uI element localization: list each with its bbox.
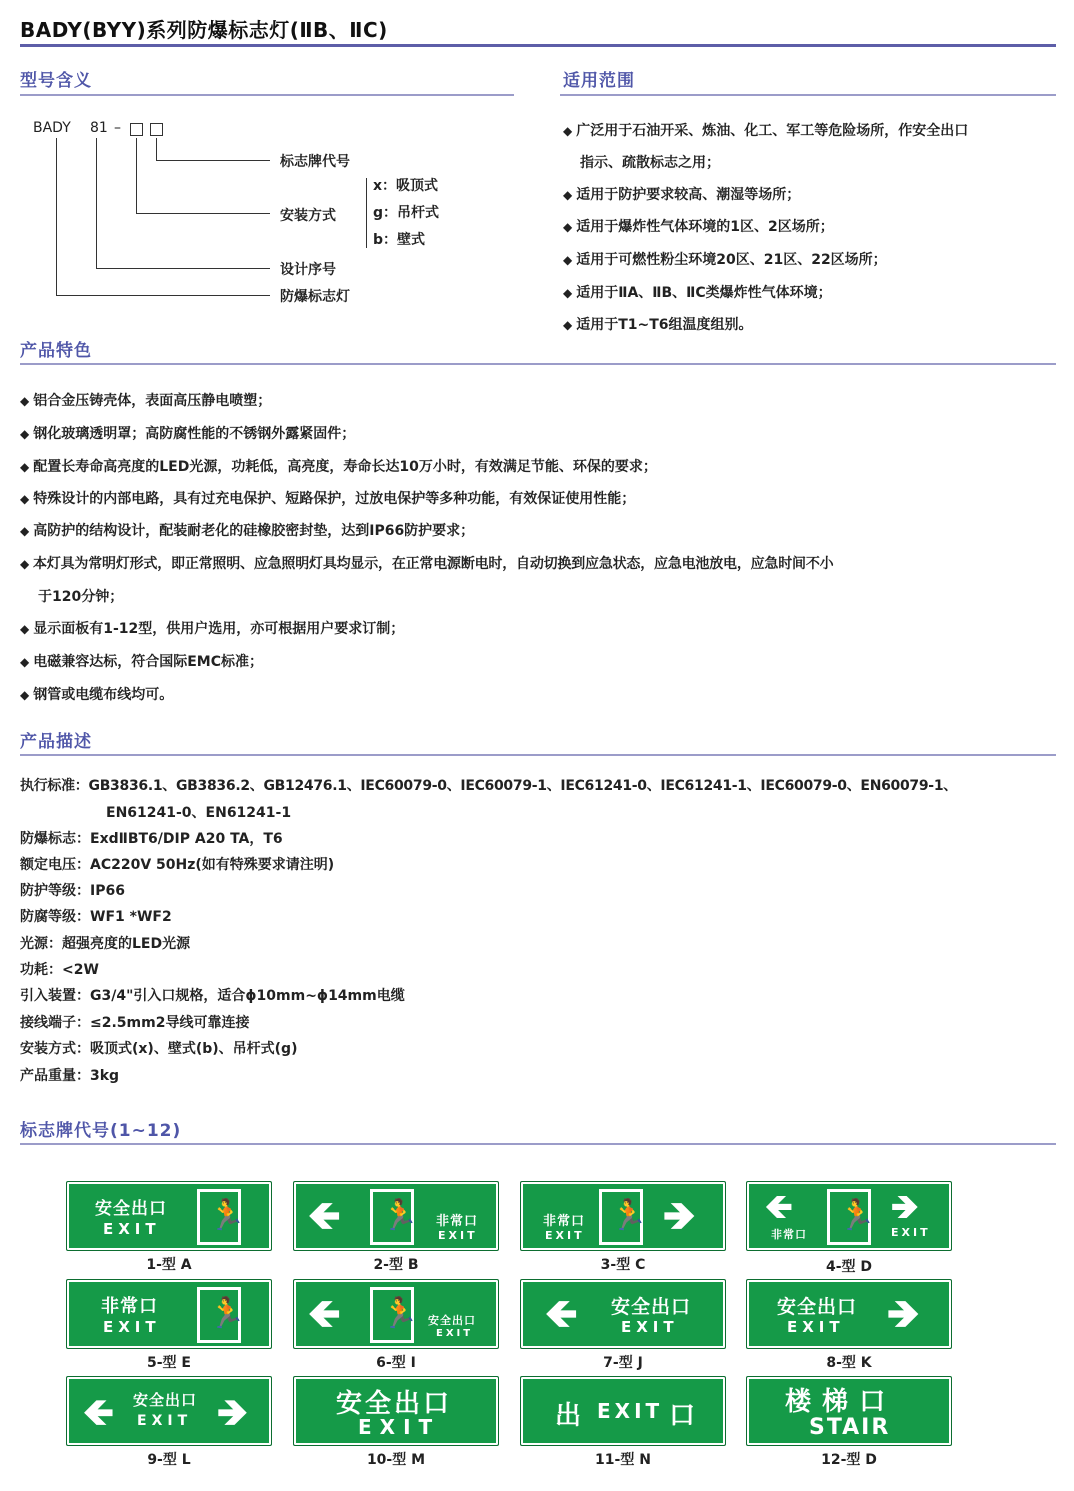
- sign-text-en: EXIT: [103, 1220, 161, 1238]
- sign-6: [293, 1279, 499, 1349]
- sign-text-en: EXIT: [103, 1318, 161, 1336]
- arrow-right-icon: 🡺: [217, 1390, 248, 1434]
- list-item: ◆ 配置长寿命高亮度的LED光源，功耗低，高亮度，寿命长达10万小时，有效满足节能、环保的要求；: [20, 456, 657, 476]
- code-dash: –: [114, 120, 121, 136]
- sign-text-cn: 出: [555, 1401, 583, 1431]
- connector-line: [56, 295, 270, 296]
- sign-text-en: EXIT: [597, 1399, 664, 1423]
- section-description-heading: 产品描述: [20, 732, 92, 752]
- arrow-right-icon: 🡺: [887, 1291, 920, 1337]
- connector-line: [156, 138, 157, 160]
- code-series: 81: [90, 120, 108, 136]
- install-option: g：吊杆式: [373, 205, 440, 221]
- sign-text-cn: 非常口: [101, 1296, 158, 1317]
- spec-row: 产品重量：3kg: [20, 1068, 120, 1084]
- arrow-left-icon: 🡸: [545, 1291, 578, 1337]
- spec-row: EN61241-0、EN61241-1: [106, 805, 292, 821]
- list-item: 于120分钟；: [38, 589, 124, 605]
- spec-row: 接线端子：≤2.5mm2导线可靠连接: [20, 1015, 250, 1031]
- list-item: ◆ 适用于可燃性粉尘环境20区、21区、22区场所；: [563, 249, 887, 269]
- sign-caption: 8-型 K: [826, 1355, 872, 1371]
- sign-text-en: EXIT: [438, 1229, 478, 1242]
- sign-caption: 7-型 J: [603, 1355, 643, 1371]
- connector-line: [56, 138, 57, 295]
- arrow-right-icon: 🡺: [663, 1193, 696, 1239]
- sign-7: [520, 1279, 726, 1349]
- arrow-left-icon: 🡸: [308, 1291, 341, 1337]
- list-item: ◆ 适用于ⅡA、ⅡB、ⅡC类爆炸性气体环境；: [563, 282, 832, 302]
- exit-door-icon: 🏃: [827, 1189, 871, 1245]
- spec-row: 光源：超强亮度的LED光源: [20, 936, 191, 952]
- section-description-rule: [20, 754, 1056, 756]
- section-signs-heading: 标志牌代号(1~12): [20, 1121, 182, 1141]
- sign-text-en: EXIT: [891, 1226, 931, 1239]
- sign-text-cn: 安全出口: [777, 1296, 858, 1318]
- section-scope-heading: 适用范围: [563, 71, 635, 91]
- section-features-heading: 产品特色: [20, 341, 92, 361]
- spec-row: 引入装置：G3/4"引入口规格，适合ϕ10mm~ϕ14mm电缆: [20, 988, 405, 1004]
- spec-row: 额定电压：AC220V 50Hz(如有特殊要求请注明): [20, 857, 335, 873]
- label-sign-code: 标志牌代号: [280, 154, 350, 170]
- sign-text-cn: 非常口: [771, 1228, 807, 1241]
- sign-caption: 11-型 N: [595, 1452, 651, 1468]
- exit-door-icon: 🏃: [197, 1189, 241, 1245]
- sign-5: [66, 1279, 272, 1349]
- sign-text-cn: 安全出口: [133, 1391, 198, 1409]
- section-model-rule: [20, 94, 514, 96]
- list-item: ◆ 显示面板有1-12型，供用户选用，亦可根据用户要求订制；: [20, 618, 404, 638]
- arrow-left-icon: 🡸: [765, 1187, 793, 1227]
- sign-text-cn: 安全出口: [611, 1296, 692, 1318]
- connector-line: [96, 138, 97, 268]
- sign-10: [293, 1376, 499, 1446]
- section-signs-rule: [20, 1143, 1056, 1145]
- sign-11: [520, 1376, 726, 1446]
- spec-row: 防腐等级：WF1 *WF2: [20, 909, 172, 925]
- sign-4: [746, 1181, 952, 1251]
- sign-caption: 4-型 D: [825, 1259, 873, 1275]
- spec-row: 执行标准：GB3836.1、GB3836.2、GB12476.1、IEC60079-0、IEC60079-1、IEC61241-0、IEC61241-1、IEC60079-0、EN60079-1、: [20, 778, 957, 794]
- label-lamp: 防爆标志灯: [280, 289, 350, 305]
- connector-line: [156, 160, 270, 161]
- sign-text-cn: 口: [669, 1401, 697, 1431]
- sign-text-en: STAIR: [809, 1415, 891, 1440]
- list-item: ◆ 适用于T1~T6组温度组别。: [563, 314, 753, 334]
- spec-row: 防爆标志：ExdⅡBT6/DIP A20 TA，T6: [20, 831, 283, 847]
- list-item: ◆ 铝合金压铸壳体，表面高压静电喷塑；: [20, 390, 271, 410]
- code-box-sign: [150, 123, 163, 136]
- install-option: b：壁式: [373, 232, 426, 248]
- sign-8: [746, 1279, 952, 1349]
- label-install: 安装方式: [280, 208, 336, 224]
- sign-3: [520, 1181, 726, 1251]
- connector-line: [136, 138, 137, 213]
- sign-2: [293, 1181, 499, 1251]
- options-bracket: [366, 178, 367, 248]
- sign-caption: 10-型 M: [366, 1452, 426, 1468]
- sign-caption: 6-型 I: [376, 1355, 416, 1371]
- section-model-heading: 型号含义: [20, 71, 92, 91]
- code-prefix: BADY: [33, 120, 71, 136]
- sign-caption: 5-型 E: [147, 1355, 191, 1371]
- sign-text-en: EXIT: [436, 1328, 474, 1339]
- sign-1: [66, 1181, 272, 1251]
- sign-12: [746, 1376, 952, 1446]
- sign-text-cn: 安全出口: [95, 1199, 167, 1219]
- sign-text-cn: 安全出口: [428, 1314, 476, 1327]
- sign-text-cn: 非常口: [436, 1214, 479, 1229]
- list-item: ◆ 广泛用于石油开采、炼油、化工、军工等危险场所，作安全出口: [563, 120, 968, 140]
- sign-text-en: EXIT: [137, 1413, 193, 1429]
- page-title: BADY(BYY)系列防爆标志灯(ⅡB、ⅡC): [20, 18, 388, 42]
- sign-text-cn: 非常口: [543, 1214, 586, 1229]
- sign-text-en: EXIT: [545, 1229, 585, 1242]
- arrow-left-icon: 🡸: [83, 1390, 114, 1434]
- arrow-left-icon: 🡸: [308, 1193, 341, 1239]
- exit-door-icon: 🏃: [197, 1287, 241, 1343]
- title-rule: [20, 44, 1056, 47]
- connector-line: [96, 268, 270, 269]
- list-item: ◆ 本灯具为常明灯形式，即正常照明、应急照明灯具均显示，在正常电源断电时，自动切换到应急状态，应急电池放电，应急时间不小: [20, 553, 833, 573]
- sign-caption: 9-型 L: [147, 1452, 191, 1468]
- arrow-right-icon: 🡺: [891, 1187, 919, 1227]
- list-item: ◆ 电磁兼容达标，符合国际EMC标准；: [20, 651, 263, 671]
- sign-caption: 12-型 D: [821, 1452, 877, 1468]
- exit-door-icon: 🏃: [599, 1189, 643, 1245]
- list-item: ◆ 钢化玻璃透明罩；高防腐性能的不锈钢外露紧固件；: [20, 423, 355, 443]
- sign-caption: 3-型 C: [600, 1257, 646, 1273]
- list-item: ◆ 高防护的结构设计，配装耐老化的硅橡胶密封垫，达到IP66防护要求；: [20, 520, 474, 540]
- sign-text-en: EXIT: [787, 1318, 845, 1336]
- spec-row: 安装方式：吸顶式(x)、壁式(b)、吊杆式(g): [20, 1041, 298, 1057]
- sign-text-en: EXIT: [358, 1415, 441, 1439]
- sign-caption: 1-型 A: [146, 1257, 192, 1273]
- section-features-rule: [20, 363, 1056, 365]
- sign-text-cn: 楼 梯 口: [785, 1387, 887, 1417]
- section-scope-rule: [560, 94, 1056, 96]
- label-design-no: 设计序号: [280, 262, 336, 278]
- install-option: x：吸顶式: [373, 178, 439, 194]
- list-item: 指示、疏散标志之用；: [580, 155, 720, 171]
- sign-text-cn: 安全出口: [336, 1389, 453, 1419]
- spec-row: 功耗：<2W: [20, 962, 99, 978]
- list-item: ◆ 钢管或电缆布线均可。: [20, 684, 173, 704]
- exit-door-icon: 🏃: [370, 1287, 414, 1343]
- sign-9: [66, 1376, 272, 1446]
- list-item: ◆ 适用于防护要求较高、潮湿等场所；: [563, 184, 800, 204]
- code-box-install: [130, 123, 143, 136]
- sign-caption: 2-型 B: [373, 1257, 419, 1273]
- list-item: ◆ 特殊设计的内部电路，具有过充电保护、短路保护，过放电保护等多种功能，有效保证使用性能；: [20, 488, 635, 508]
- spec-row: 防护等级：IP66: [20, 883, 125, 899]
- exit-door-icon: 🏃: [370, 1189, 414, 1245]
- sign-text-en: EXIT: [621, 1318, 679, 1336]
- list-item: ◆ 适用于爆炸性气体环境的1区、2区场所；: [563, 216, 834, 236]
- connector-line: [136, 213, 270, 214]
